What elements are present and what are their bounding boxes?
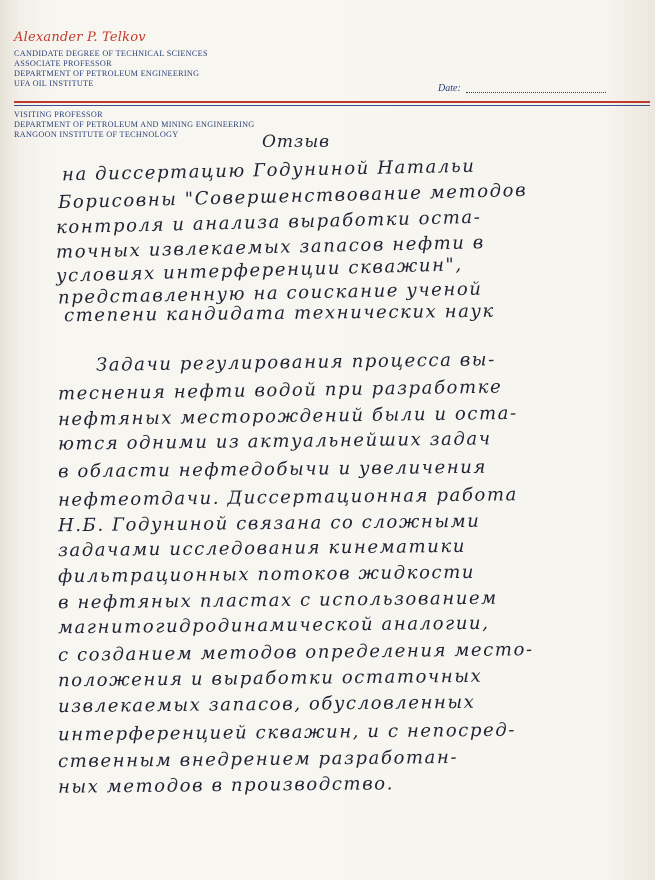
intro-line: степени кандидата технических наук xyxy=(63,300,495,327)
visiting-title: VISITING PROFESSOR xyxy=(14,110,103,119)
body-line: положения и выработки остаточных xyxy=(57,665,483,692)
intro-line: Борисовны "Совершенствование методов xyxy=(57,179,528,214)
intro-line: условиях интерференции скважин", xyxy=(55,254,463,287)
body-line: Н.Б. Годуниной связана со сложными xyxy=(57,510,481,537)
body-line: нефтяных месторождений были и оста- xyxy=(57,402,518,431)
visiting-institute: RANGOON INSTITUTE OF TECHNOLOGY xyxy=(14,130,179,139)
body-line: фильтрационных потоков жидкости xyxy=(57,561,476,588)
letterhead-department: DEPARTMENT OF PETROLEUM ENGINEERING xyxy=(14,69,200,78)
body-line: ственным внедрением разработан- xyxy=(57,746,459,773)
intro-line: контроля и анализа выработки оста- xyxy=(55,206,482,239)
letterhead-rule-red xyxy=(14,101,650,103)
date-label: Date: xyxy=(438,83,461,94)
body-line: теснения нефти водой при разработке xyxy=(57,376,503,405)
visiting-department: DEPARTMENT OF PETROLEUM AND MINING ENGINEERING xyxy=(14,120,255,129)
letterhead-name: Alexander P. Telkov xyxy=(14,30,146,45)
date-line xyxy=(466,92,606,93)
body-line: в области нефтедобычи и увеличения xyxy=(57,456,488,483)
letterhead-institute: UFA OIL INSTITUTE xyxy=(14,79,94,88)
body-line: задачами исследования кинематики xyxy=(57,535,467,562)
body-line: Задачи регулирования процесса вы- xyxy=(95,349,496,376)
body-line: в нефтяных пластах с использованием xyxy=(57,587,498,614)
body-line: магнитогидродинамической аналогии, xyxy=(57,612,490,639)
body-line: с созданием методов определения место- xyxy=(57,639,534,666)
letter-title: Отзыв xyxy=(262,132,331,152)
body-line: интерференцией скважин, и с непосред- xyxy=(57,719,517,746)
intro-line: представленную на соискание ученой xyxy=(57,278,483,309)
body-line: ются одними из актуальнейших задач xyxy=(57,428,492,455)
intro-line: на диссертацию Годуниной Натальи xyxy=(61,155,476,186)
letterhead-rule-blue xyxy=(14,105,650,106)
body-line: извлекаемых запасов, обусловленных xyxy=(57,691,476,718)
body-line: нефтеотдачи. Диссертационная работа xyxy=(57,484,519,511)
body-line: ных методов в производство. xyxy=(57,773,395,798)
letterhead-position: ASSOCIATE PROFESSOR xyxy=(14,59,112,68)
letterhead-degree: CANDIDATE DEGREE OF TECHNICAL SCIENCES xyxy=(14,49,208,58)
intro-line: точных извлекаемых запасов нефти в xyxy=(55,232,486,263)
